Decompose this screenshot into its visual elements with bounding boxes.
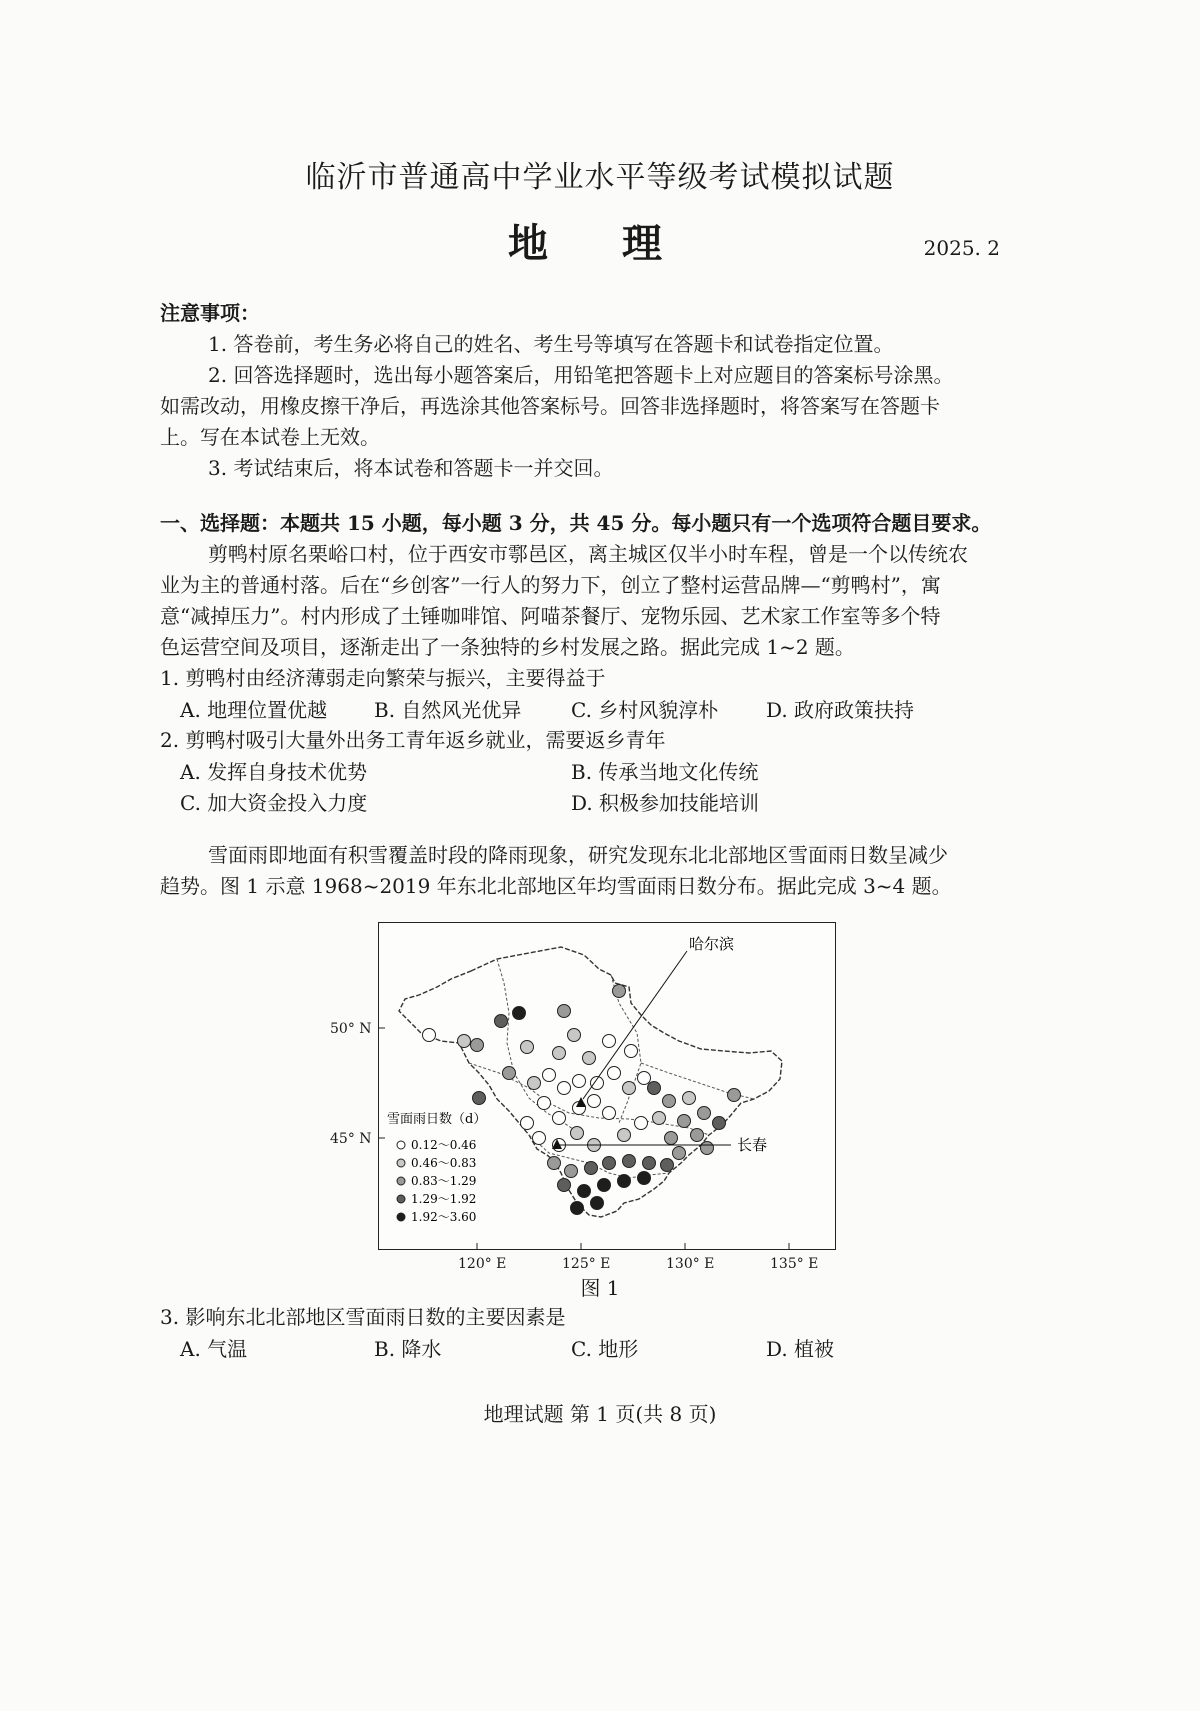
station-dot — [538, 1097, 551, 1110]
station-dot — [565, 1165, 578, 1178]
passage-1-line-3: 意“减掉压力”。村内形成了土锤咖啡馆、阿喵茶餐厅、宠物乐园、艺术家工作室等多个特 — [160, 604, 941, 628]
legend-swatch-4 — [397, 1195, 405, 1203]
question-2-option-d: D. 积极参加技能培训 — [571, 791, 760, 815]
station-dot — [665, 1132, 678, 1145]
station-dot — [603, 1107, 616, 1120]
question-2-option-c: C. 加大资金投入力度 — [180, 791, 368, 815]
map-legend — [387, 1111, 486, 1224]
exam-date: 2025. 2 — [923, 236, 1000, 260]
question-2-option-b: B. 传承当地文化传统 — [571, 760, 759, 784]
station-dot — [638, 1172, 651, 1185]
legend-title: 雪面雨日数（d） — [387, 1112, 487, 1127]
subject-title: 地 理 — [508, 220, 692, 267]
station-dot — [503, 1067, 516, 1080]
station-dot — [571, 1127, 584, 1140]
station-dot — [603, 1157, 616, 1170]
station-dot — [585, 1162, 598, 1175]
station-dot — [558, 1179, 571, 1192]
station-dot — [533, 1132, 546, 1145]
passage-2-line-1: 雪面雨即地面有积雪覆盖时段的降雨现象，研究发现东北北部地区雪面雨日数呈减少 — [208, 843, 948, 867]
station-dot — [678, 1115, 691, 1128]
legend-swatch-2 — [397, 1159, 405, 1167]
station-dot — [683, 1092, 696, 1105]
lon-label-130e: 130° E — [666, 1256, 715, 1272]
station-dot — [638, 1072, 651, 1085]
internal-boundary-1 — [497, 959, 579, 1133]
station-dot — [571, 1202, 584, 1215]
station-dot — [471, 1039, 484, 1052]
station-dot — [713, 1117, 726, 1130]
legend-label-3: 0.83～1.29 — [411, 1174, 477, 1188]
passage-1-line-1: 剪鸭村原名栗峪口村，位于西安市鄠邑区，离主城区仅半小时车程，曾是一个以传统农 — [208, 542, 968, 566]
page-footer: 地理试题 第 1 页(共 8 页) — [483, 1402, 717, 1426]
station-dot — [663, 1095, 676, 1108]
station-dot — [548, 1157, 561, 1170]
harbin-leader-line — [583, 951, 687, 1099]
legend-label-4: 1.29～1.92 — [411, 1192, 477, 1206]
notice-item-2: 2. 回答选择题时，选出每小题答案后，用铅笔把答题卡上对应题目的答案标号涂黑。 — [208, 363, 954, 387]
station-dot — [473, 1092, 486, 1105]
changchun-label: 长春 — [737, 1136, 768, 1154]
station-dot — [691, 1129, 704, 1142]
station-dot — [578, 1185, 591, 1198]
figure-caption: 图 1 — [580, 1276, 620, 1300]
station-dot — [598, 1179, 611, 1192]
lon-label-125e: 125° E — [562, 1256, 611, 1272]
legend-label-2: 0.46～0.83 — [411, 1156, 477, 1170]
station-dot — [558, 1082, 571, 1095]
station-dot — [553, 1047, 566, 1060]
lat-label-50n: 50° N — [330, 1021, 372, 1037]
station-dot — [608, 1067, 621, 1080]
notice-item-2-end: 上。写在本试卷上无效。 — [160, 425, 380, 449]
legend-swatch-1 — [397, 1141, 405, 1149]
station-dot — [583, 1052, 596, 1065]
legend-label-1: 0.12～0.46 — [411, 1138, 477, 1152]
question-3-stem: 3. 影响东北北部地区雪面雨日数的主要因素是 — [160, 1305, 566, 1329]
passage-1-line-2: 业为主的普通村落。后在“乡创客”一行人的努力下，创立了整村运营品牌—“剪鸭村”，寓 — [160, 573, 941, 597]
lon-label-135e: 135° E — [770, 1256, 819, 1272]
lon-label-120e: 120° E — [458, 1256, 507, 1272]
question-3-option-c: C. 地形 — [571, 1337, 639, 1361]
question-2-stem: 2. 剪鸭村吸引大量外出务工青年返乡就业，需要返乡青年 — [160, 728, 666, 752]
map-svg — [379, 923, 835, 1249]
legend-swatch-5 — [397, 1213, 405, 1221]
station-dot — [661, 1159, 674, 1172]
notice-item-2-cont: 如需改动，用橡皮擦干净后，再选涂其他答案标号。回答非选择题时，将答案写在答题卡 — [160, 394, 940, 418]
question-1-stem: 1. 剪鸭村由经济薄弱走向繁荣与振兴，主要得益于 — [160, 666, 606, 690]
station-dot — [513, 1007, 526, 1020]
question-3-option-a: A. 气温 — [180, 1337, 248, 1361]
station-dot — [521, 1041, 534, 1054]
station-dot — [603, 1035, 616, 1048]
station-dot — [623, 1082, 636, 1095]
passage-1-line-4: 色运营空间及项目，逐渐走出了一条独特的乡村发展之路。据此完成 1~2 题。 — [160, 635, 855, 659]
station-dot — [701, 1142, 714, 1155]
station-dot — [613, 985, 626, 998]
station-dot — [648, 1082, 661, 1095]
question-1-option-a: A. 地理位置优越 — [180, 698, 328, 722]
station-dot — [618, 1175, 631, 1188]
station-dot — [591, 1197, 604, 1210]
station-dot — [553, 1112, 566, 1125]
station-dot — [568, 1029, 581, 1042]
station-dot — [521, 1117, 534, 1130]
lat-label-45n: 45° N — [330, 1131, 372, 1147]
question-2-option-a: A. 发挥自身技术优势 — [180, 760, 368, 784]
question-1-option-b: B. 自然风光优异 — [374, 698, 522, 722]
station-dot — [495, 1015, 508, 1028]
exam-title: 临沂市普通高中学业水平等级考试模拟试题 — [305, 160, 895, 195]
question-3-option-b: B. 降水 — [374, 1337, 442, 1361]
harbin-label: 哈尔滨 — [689, 935, 735, 953]
station-dot — [588, 1095, 601, 1108]
notice-item-1: 1. 答卷前，考生务必将自己的姓名、考生号等填写在答题卡和试卷指定位置。 — [208, 332, 894, 356]
station-dot — [423, 1029, 436, 1042]
question-3-option-d: D. 植被 — [766, 1337, 835, 1361]
station-dot — [543, 1069, 556, 1082]
snow-rain-map — [378, 922, 836, 1250]
notice-item-3: 3. 考试结束后，将本试卷和答题卡一并交回。 — [208, 456, 614, 480]
notice-heading: 注意事项： — [160, 301, 260, 325]
station-dot — [458, 1035, 471, 1048]
station-dot — [673, 1147, 686, 1160]
station-dot — [625, 1045, 638, 1058]
question-1-option-d: D. 政府政策扶持 — [766, 698, 915, 722]
passage-2-line-2: 趋势。图 1 示意 1968~2019 年东北北部地区年均雪面雨日数分布。据此完成 3~4 题。 — [160, 874, 952, 898]
station-dot — [698, 1107, 711, 1120]
station-dot — [623, 1155, 636, 1168]
station-dot — [573, 1075, 586, 1088]
station-dot — [558, 1005, 571, 1018]
legend-label-5: 1.92～3.60 — [411, 1210, 477, 1224]
station-dot — [635, 1117, 648, 1130]
question-1-option-c: C. 乡村风貌淳朴 — [571, 698, 719, 722]
station-dot — [728, 1089, 741, 1102]
station-dot — [653, 1112, 666, 1125]
station-dot — [618, 1129, 631, 1142]
station-dot — [643, 1157, 656, 1170]
section-heading: 一、选择题：本题共 15 小题，每小题 3 分，共 45 分。每小题只有一个选项符合题目要求。 — [160, 511, 992, 535]
station-dot — [528, 1077, 541, 1090]
legend-swatch-3 — [397, 1177, 405, 1185]
